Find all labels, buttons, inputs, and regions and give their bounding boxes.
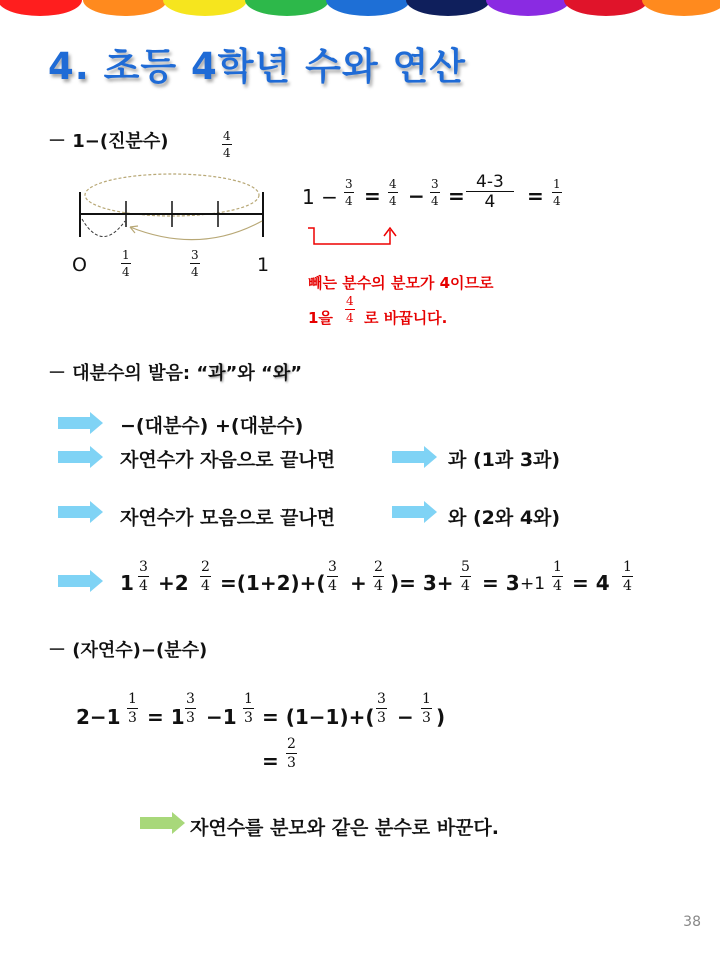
eq1-frac-4-3-over-4: 4-3 4	[466, 174, 514, 211]
ex-eq4: = 4	[572, 571, 610, 595]
heading-mid: ”와 “	[225, 363, 273, 384]
ex-frac-f: 1 4	[553, 559, 562, 594]
s3-minus2: −	[397, 705, 414, 729]
s3-note: 자연수를 분모와 같은 분수로 바꾼다.	[190, 817, 499, 839]
arrow-right-icon	[58, 446, 104, 468]
ex-a: 1	[120, 571, 134, 595]
ex-eq3: = 3	[482, 571, 520, 595]
ex-frac-e: 5 4	[461, 559, 470, 594]
fraction-one-quarter: 1 4	[122, 248, 130, 279]
eq1-minus: −	[408, 184, 425, 208]
row-consonant: 자연수가 자음으로 끝나면	[120, 449, 336, 471]
s3-minus: −1	[206, 705, 237, 729]
arrow-right-green-icon	[140, 812, 186, 834]
number-line	[70, 165, 280, 255]
ex-plus2: +	[350, 571, 367, 595]
note-post: 로 바꿉니다.	[364, 309, 448, 327]
heading-pre: － 대분수의 발음: “	[48, 363, 209, 384]
eq1-frac-4-4: 4 4	[389, 177, 397, 208]
arrow-right-icon	[58, 412, 104, 434]
arrow-right-icon	[58, 570, 104, 592]
section1-heading: － 1−(진분수)	[48, 131, 169, 152]
row-vowel: 자연수가 모음으로 끝나면	[120, 507, 336, 529]
s3-a: 2−1	[76, 705, 121, 729]
ex-plus: +2	[158, 571, 189, 595]
axis-one-label: 1	[257, 254, 270, 276]
s3-eq3: =	[262, 749, 279, 773]
row-vowel-result: 와 (2와 4와)	[448, 507, 561, 529]
red-bracket-arrow	[300, 222, 410, 252]
row-mixed-ops: −(대분수) +(대분수)	[120, 415, 304, 437]
s3-frac-f: 2 3	[287, 736, 296, 771]
s3-frac-d: 3 3	[377, 691, 386, 726]
eq1-equals-2: =	[448, 184, 465, 208]
top-fraction: 4 4	[223, 129, 231, 160]
heading-gwa: 과	[208, 363, 226, 384]
eq1-one-minus: 1 −	[302, 185, 338, 209]
s3-frac-c: 1 3	[244, 691, 253, 726]
arrow-right-icon	[58, 501, 104, 523]
page-number: 38	[683, 914, 701, 930]
heading-post: ”	[290, 363, 303, 384]
eq1-equals-1: =	[364, 184, 381, 208]
section3-heading: － (자연수)−(분수)	[48, 640, 208, 661]
ex-plus3: +1	[520, 574, 546, 594]
ex-frac-d: 2 4	[374, 559, 383, 594]
arrow-right-icon	[392, 446, 438, 468]
section2-heading	[48, 359, 302, 385]
s3-eq2: = (1−1)+(	[262, 705, 375, 729]
s3-frac-b: 3 3	[186, 691, 195, 726]
note-frac-4-4: 4 4	[346, 294, 354, 325]
fraction-three-quarters: 3 4	[191, 248, 199, 279]
s3-frac-e: 1 3	[422, 691, 431, 726]
note-pre: 1을	[308, 309, 333, 327]
row-consonant-result: 과 (1과 3과)	[448, 449, 561, 471]
ex-eq1: =(1+2)+(	[220, 571, 326, 595]
axis-zero-label: O	[72, 254, 87, 276]
ex-frac-a: 3 4	[139, 559, 148, 594]
page-title: 4. 초등 4학년 수와 연산	[48, 45, 467, 88]
ex-frac-c: 3 4	[328, 559, 337, 594]
heading-wa: 와	[272, 363, 291, 384]
s3-frac-a: 1 3	[128, 691, 137, 726]
s3-eq1: = 1	[147, 705, 185, 729]
rainbow-banner	[0, 0, 720, 18]
ex-eq2: )= 3+	[390, 571, 454, 595]
note-line1: 빼는 분수의 분모가 4이므로	[308, 274, 494, 292]
arrow-right-icon	[392, 501, 438, 523]
ex-frac-g: 1 4	[623, 559, 632, 594]
eq1-frac-3-4-b: 3 4	[431, 177, 439, 208]
eq1-equals-3: =	[527, 184, 544, 208]
eq1-frac-3-4: 3 4	[345, 177, 353, 208]
ex-frac-b: 2 4	[201, 559, 210, 594]
eq1-frac-1-4: 1 4	[553, 177, 561, 208]
s3-close: )	[436, 705, 446, 729]
